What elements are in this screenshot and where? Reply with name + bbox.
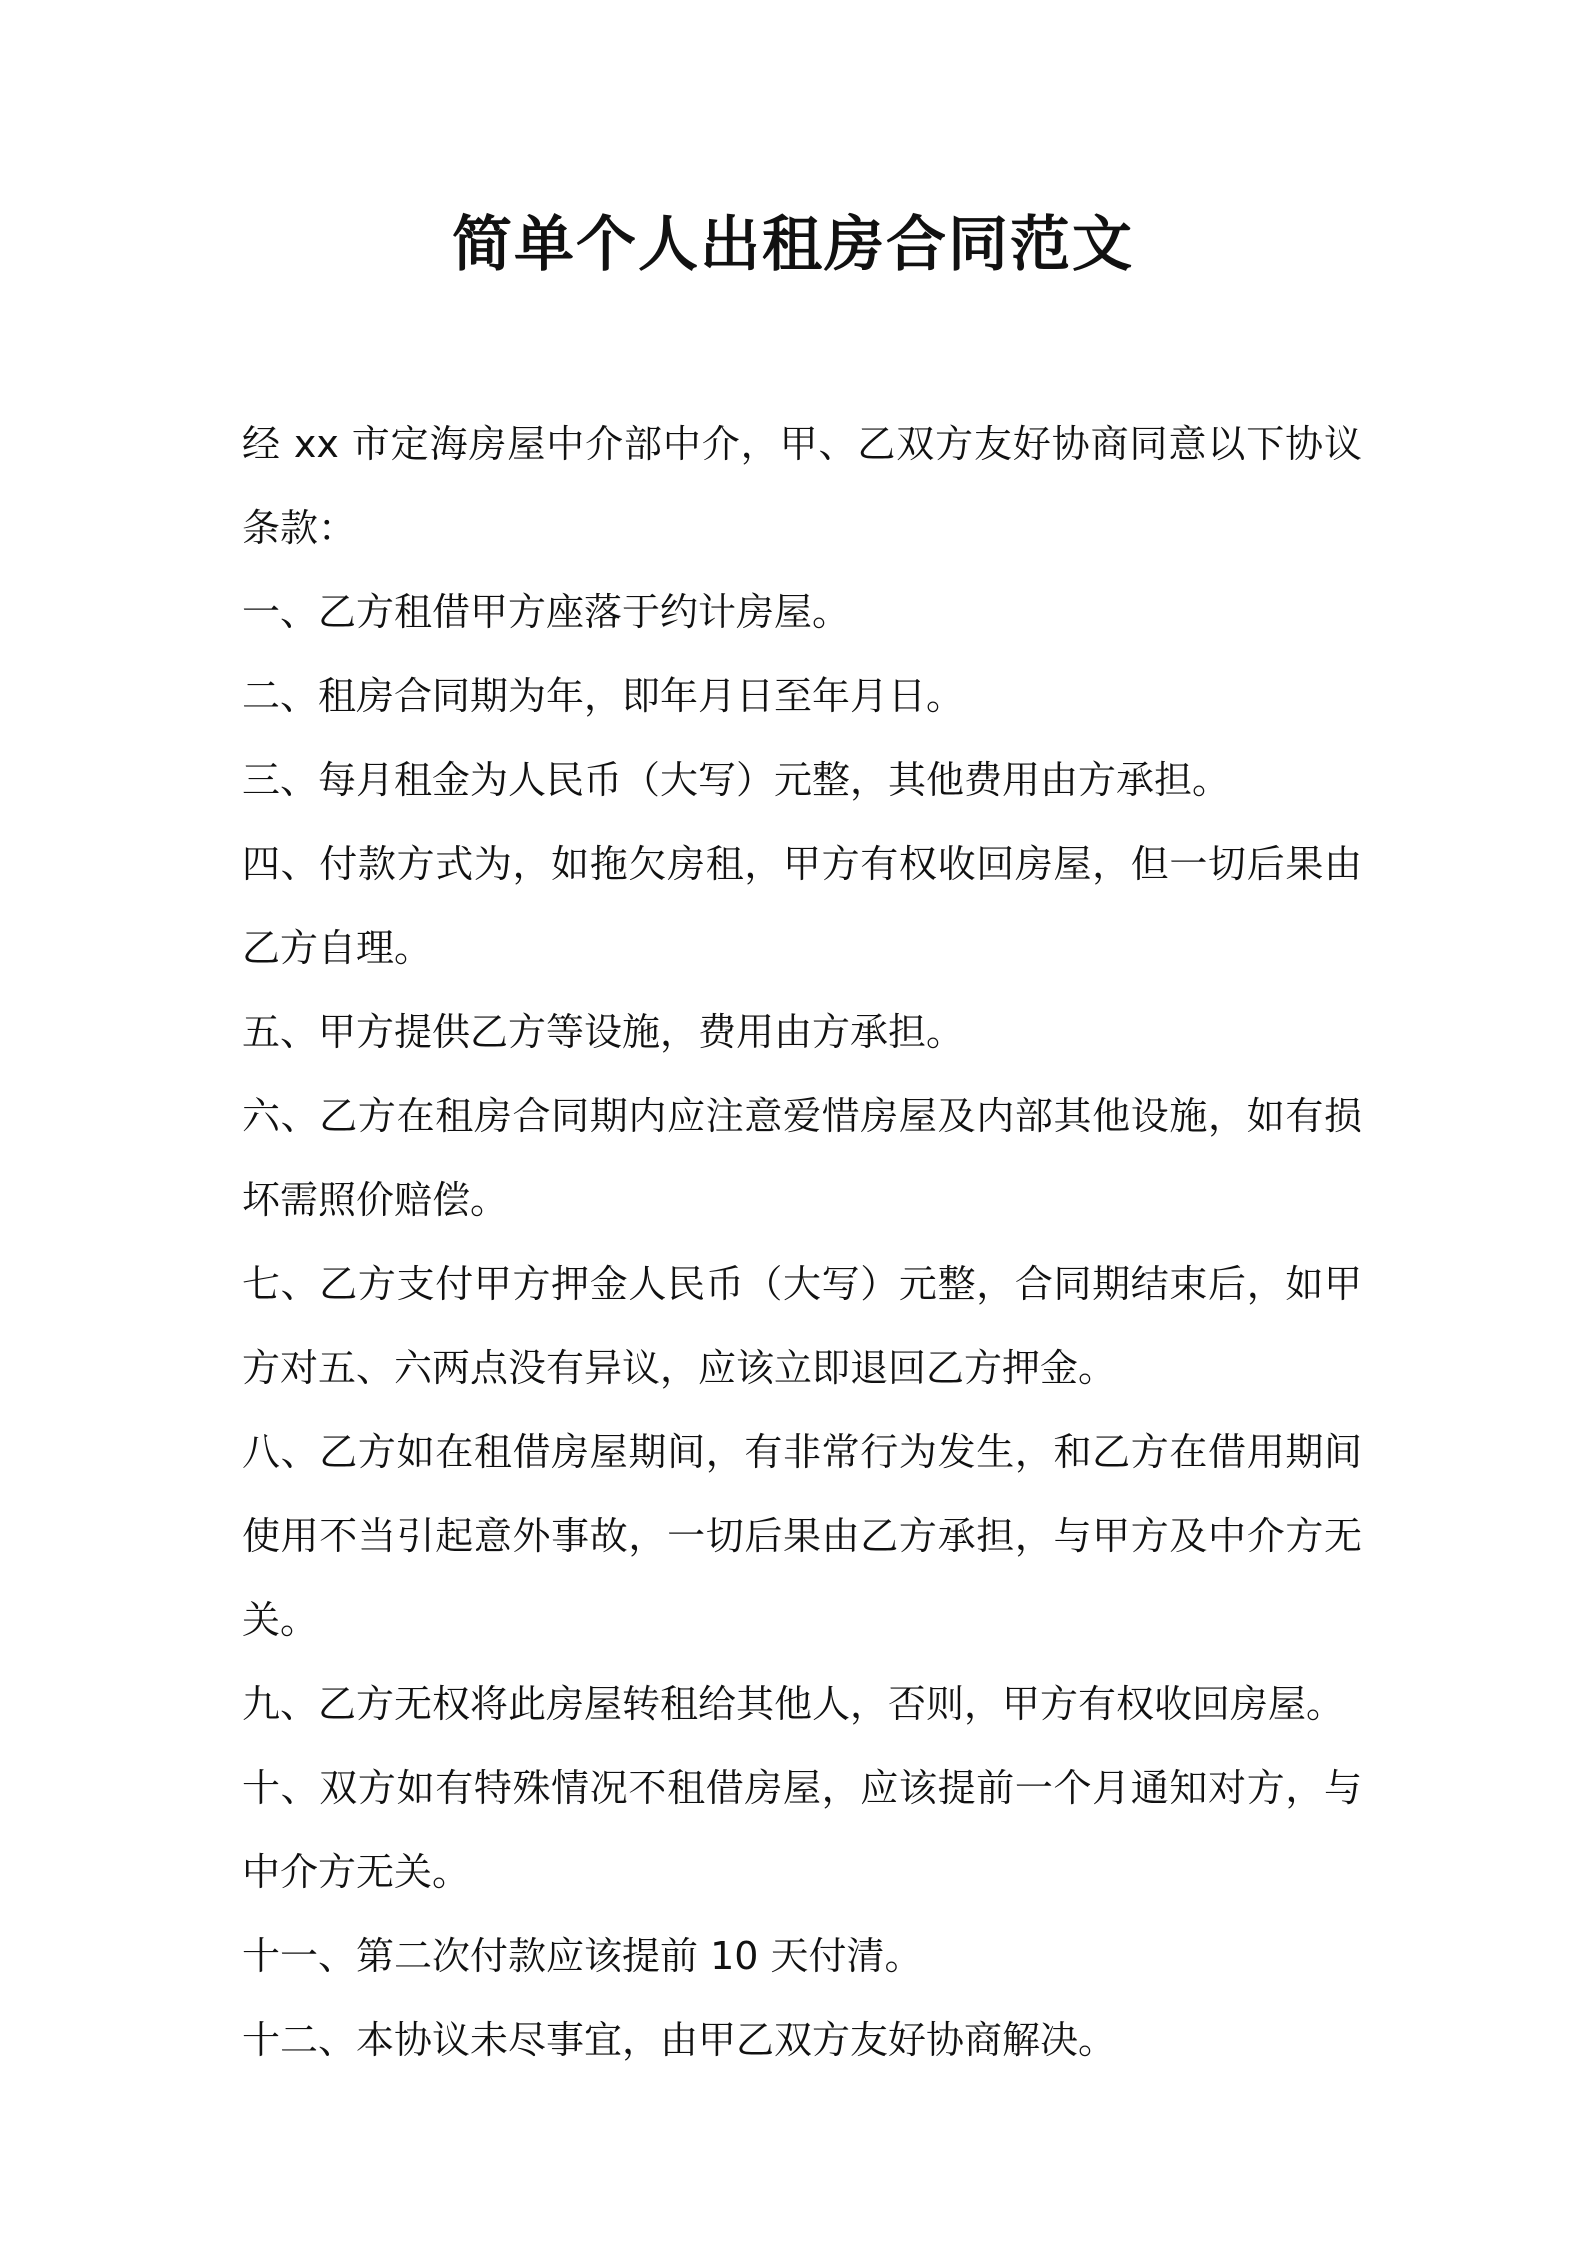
- document-body: [242, 402, 1362, 2082]
- clause-7: 七、乙方支付甲方押金人民币（大写）元整，合同期结束后，如甲方对五、六两点没有异议，应该立即退回乙方押金。: [242, 1262, 1362, 1390]
- clause-12: 十二、本协议未尽事宜，由甲乙双方友好协商解决。: [242, 2018, 1117, 2062]
- clause-4: 四、付款方式为，如拖欠房租，甲方有权收回房屋，但一切后果由乙方自理。: [242, 842, 1362, 970]
- intro-paragraph: 经 xx 市定海房屋中介部中介，甲、乙双方友好协商同意以下协议条款：: [242, 422, 1362, 550]
- clause-5: 五、甲方提供乙方等设施，费用由方承担。: [242, 1010, 965, 1054]
- clause-6: 六、乙方在租房合同期内应注意爱惜房屋及内部其他设施，如有损坏需照价赔偿。: [242, 1094, 1362, 1222]
- document-title: 简单个人出租房合同范文: [452, 210, 1134, 280]
- clause-11: 十一、第二次付款应该提前 10 天付清。: [242, 1934, 923, 1978]
- clause-9: 九、乙方无权将此房屋转租给其他人，否则，甲方有权收回房屋。: [242, 1682, 1345, 1726]
- clause-8: 八、乙方如在租借房屋期间，有非常行为发生，和乙方在借用期间使用不当引起意外事故，一切后果由乙方承担，与甲方及中介方无关。: [242, 1430, 1362, 1642]
- clause-1: 一、乙方租借甲方座落于约计房屋。: [242, 590, 851, 634]
- clause-10: 十、双方如有特殊情况不租借房屋，应该提前一个月通知对方，与中介方无关。: [242, 1766, 1362, 1894]
- clause-2: 二、租房合同期为年，即年月日至年月日。: [242, 674, 965, 718]
- clause-3: 三、每月租金为人民币（大写）元整，其他费用由方承担。: [242, 758, 1231, 802]
